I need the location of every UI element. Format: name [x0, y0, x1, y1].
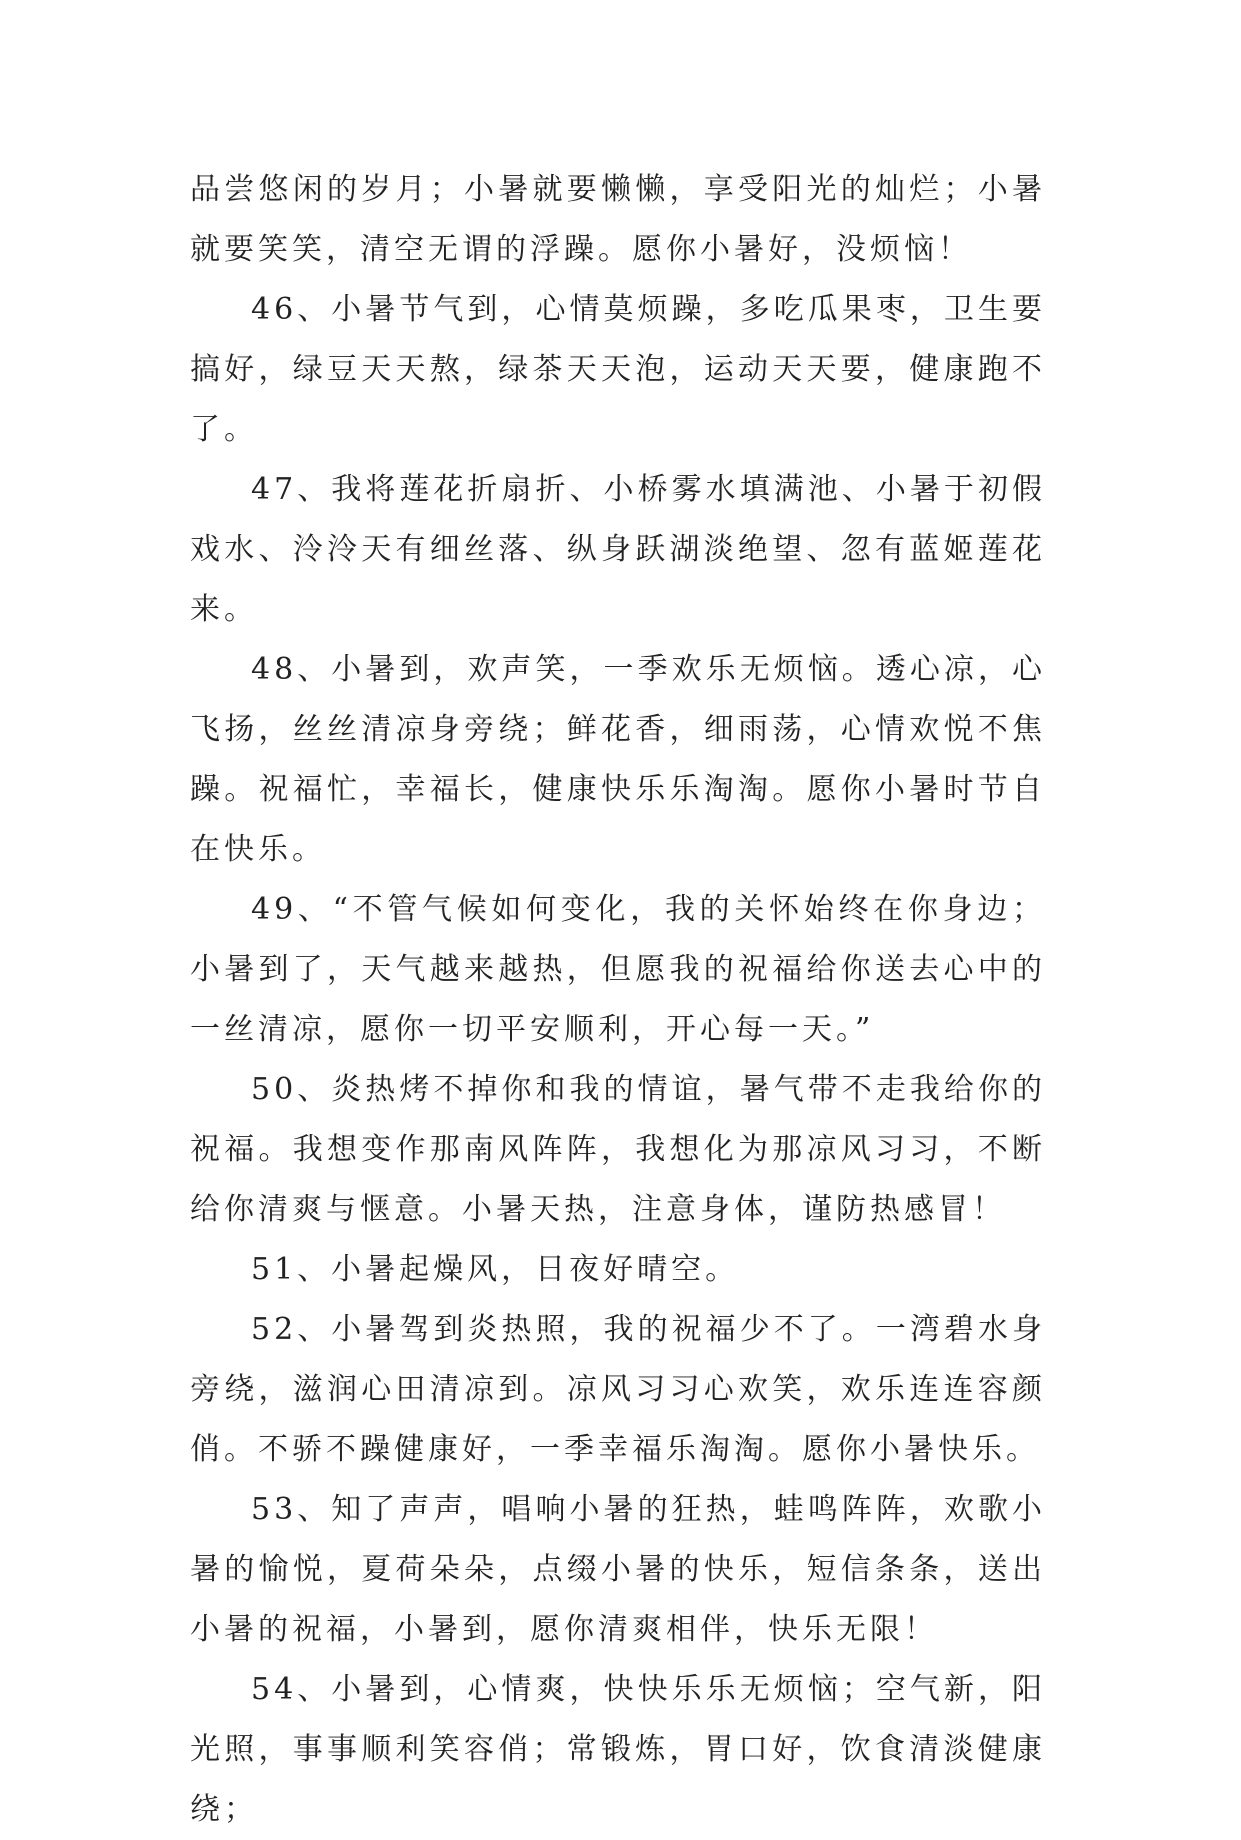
paragraph-47: 47、我将莲花折扇折、小桥雾水填满池、小暑于初假戏水、泠泠天有细丝落、纵身跃湖淡绝望、忽有蓝姬莲花来。 [190, 472, 1046, 627]
paragraph-54: 54、小暑到，心情爽，快快乐乐无烦恼；空气新，阳光照，事事顺利笑容俏；常锻炼，胃口好，饮食清淡健康绕； [190, 1672, 1046, 1827]
paragraph-50: 50、炎热烤不掉你和我的情谊，暑气带不走我给你的祝福。我想变作那南风阵阵，我想化为那凉风习习，不断给你清爽与惬意。小暑天热，注意身体，谨防热感冒！ [190, 1072, 1046, 1227]
paragraph-continuation: 品尝悠闲的岁月；小暑就要懒懒，享受阳光的灿烂；小暑就要笑笑，清空无谓的浮躁。愿你小暑好，没烦恼！ [190, 172, 1046, 267]
paragraph-51: 51、小暑起燥风，日夜好晴空。 [251, 1252, 740, 1287]
paragraph-46: 46、小暑节气到，心情莫烦躁，多吃瓜果枣，卫生要搞好，绿豆天天熬，绿茶天天泡，运动天天要，健康跑不了。 [190, 292, 1046, 447]
document-body [190, 160, 1046, 1840]
paragraph-52: 52、小暑驾到炎热照，我的祝福少不了。一湾碧水身旁绕，滋润心田清凉到。凉风习习心欢笑，欢乐连连容颜俏。不骄不躁健康好，一季幸福乐淘淘。愿你小暑快乐。 [190, 1312, 1046, 1467]
paragraph-53: 53、知了声声，唱响小暑的狂热，蛙鸣阵阵，欢歌小暑的愉悦，夏荷朵朵，点缀小暑的快乐，短信条条，送出小暑的祝福，小暑到，愿你清爽相伴，快乐无限！ [190, 1492, 1046, 1647]
paragraph-48: 48、小暑到，欢声笑，一季欢乐无烦恼。透心凉，心飞扬，丝丝清凉身旁绕；鲜花香，细雨荡，心情欢悦不焦躁。祝福忙，幸福长，健康快乐乐淘淘。愿你小暑时节自在快乐。 [190, 652, 1046, 867]
paragraph-49: 49、“不管气候如何变化，我的关怀始终在你身边；小暑到了，天气越来越热，但愿我的祝福给你送去心中的一丝清凉，愿你一切平安顺利，开心每一天。” [190, 892, 1046, 1047]
